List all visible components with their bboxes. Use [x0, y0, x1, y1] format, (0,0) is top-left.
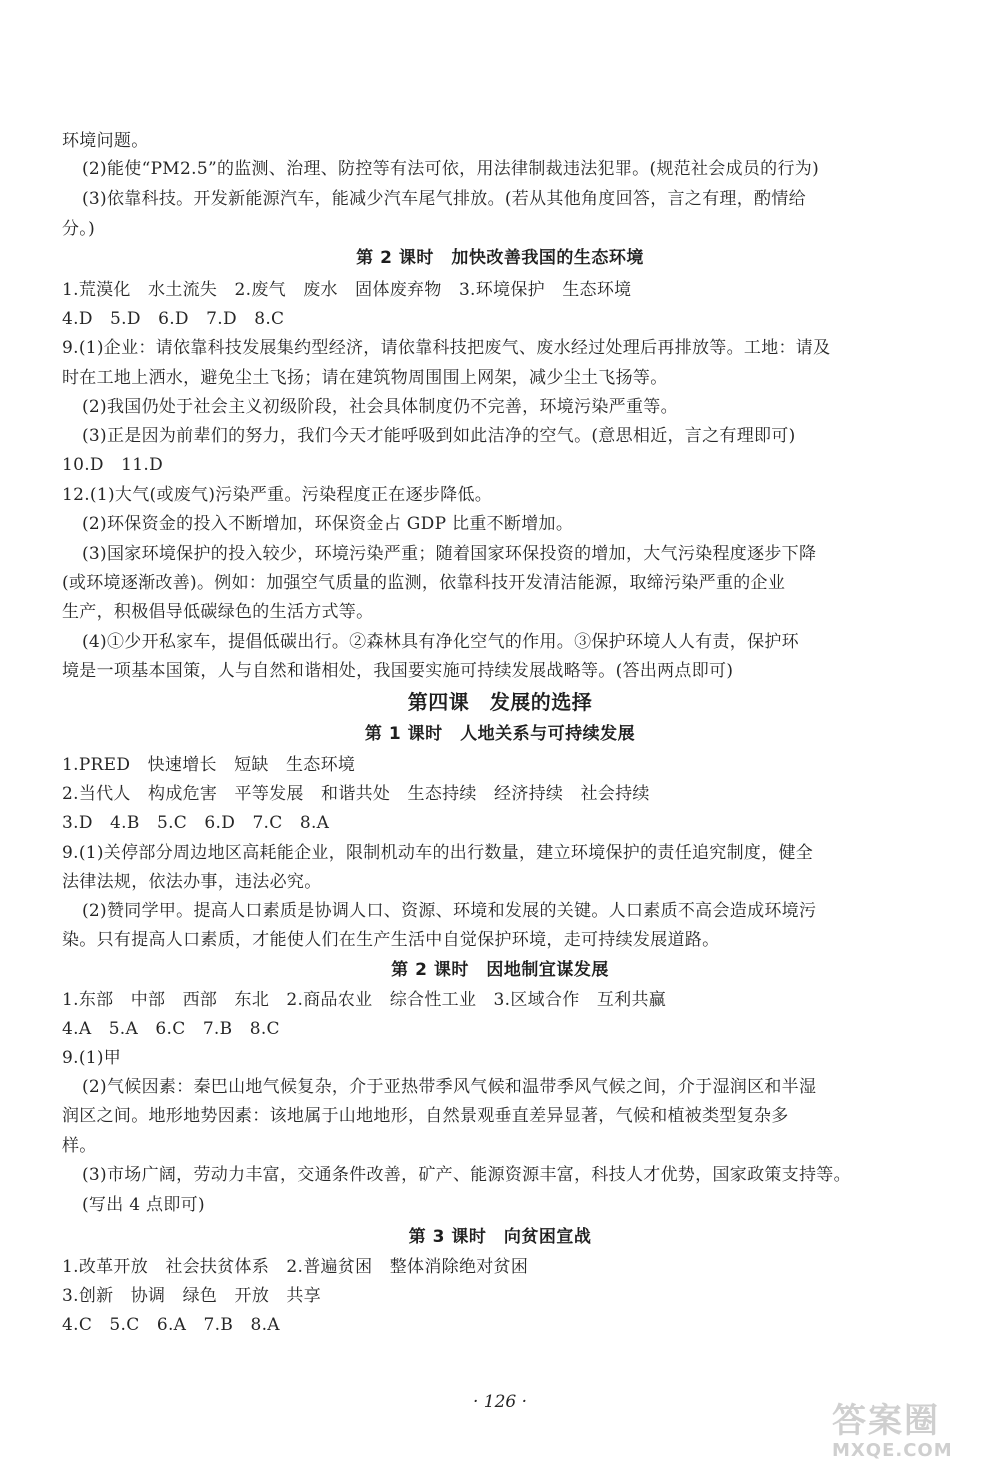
- text-line: 1.改革开放 社会扶贫体系 2.普遍贫困 整体消除绝对贫困: [62, 1257, 529, 1277]
- text-line: 2.当代人 构成危害 平等发展 和谐共处 生态持续 经济持续 社会持续: [62, 784, 650, 804]
- text-line: 时在工地上洒水，避免尘土飞扬；请在建筑物周围围上网架，减少尘土飞扬等。: [62, 368, 668, 388]
- section-heading: 第 2 课时 加快改善我国的生态环境: [356, 248, 644, 268]
- text-line: 1.东部 中部 西部 东北 2.商品农业 综合性工业 3.区域合作 互利共赢: [62, 990, 667, 1010]
- text-line: (3)国家环境保护的投入较少，环境污染严重；随着国家环保投资的增加，大气污染程度逐步下降: [82, 544, 817, 564]
- text-line: (或环境逐渐改善)。例如：加强空气质量的监测，依靠科技开发清洁能源，取缔污染严重的企业: [62, 573, 786, 593]
- text-line: 染。只有提高人口素质，才能使人们在生产生活中自觉保护环境，走可持续发展道路。: [62, 930, 720, 950]
- text-line: 9.(1)甲: [62, 1048, 122, 1068]
- text-line: 10.D 11.D: [62, 455, 164, 475]
- text-line: (3)市场广阔，劳动力丰富，交通条件改善，矿产、能源资源丰富，科技人才优势，国家政策支持等。: [82, 1165, 851, 1185]
- text-line: 环境问题。: [62, 131, 149, 151]
- text-line: (2)赞同学甲。提高人口素质是协调人口、资源、环境和发展的关键。人口素质不高会造成环境污: [82, 901, 817, 921]
- text-line: 9.(1)关停部分周边地区高耗能企业，限制机动车的出行数量，建立环境保护的责任追究制度，健全: [62, 843, 814, 863]
- text-line: 1.荒漠化 水土流失 2.废气 废水 固体废弃物 3.环境保护 生态环境: [62, 280, 632, 300]
- section-heading: 第 1 课时 人地关系与可持续发展: [364, 724, 636, 744]
- watermark-logo: 答案圈 MXQE.COM: [832, 1401, 953, 1461]
- text-line: (3)依靠科技。开发新能源汽车，能减少汽车尾气排放。(若从其他角度回答，言之有理，酌情给: [82, 189, 806, 209]
- text-line: (2)我国仍处于社会主义初级阶段，社会具体制度仍不完善，环境污染严重等。: [82, 397, 678, 417]
- text-line: 润区之间。地形地势因素：该地属于山地地形，自然景观垂直差异显著，气候和植被类型复杂多: [62, 1106, 789, 1126]
- text-line: 12.(1)大气(或废气)污染严重。污染程度正在逐步降低。: [62, 485, 493, 505]
- text-line: (3)正是因为前辈们的努力，我们今天才能呼吸到如此洁净的空气。(意思相近，言之有理即可): [82, 426, 796, 446]
- text-line: 1.PRED 快速增长 短缺 生态环境: [62, 755, 356, 775]
- text-line: (4)①少开私家车，提倡低碳出行。②森林具有净化空气的作用。③保护环境人人有责，保护环: [82, 632, 799, 652]
- text-line: 9.(1)企业：请依靠科技发展集约型经济，请依靠科技把废气、废水经过处理后再排放等。工地：请及: [62, 338, 831, 358]
- page-number: · 126 ·: [472, 1392, 528, 1412]
- text-line: (2)能使“PM2.5”的监测、治理、防控等有法可依，用法律制裁违法犯罪。(规范社会成员的行为): [82, 159, 820, 179]
- text-line: 4.C 5.C 6.A 7.B 8.A: [62, 1315, 280, 1335]
- text-line: 4.D 5.D 6.D 7.D 8.C: [62, 309, 285, 329]
- text-line: (2)气候因素：秦巴山地气候复杂，介于亚热带季风气候和温带季风气候之间，介于湿润区和半湿: [82, 1077, 817, 1097]
- section-heading: 第 2 课时 因地制宜谋发展: [391, 960, 609, 980]
- text-line: 样。: [62, 1136, 97, 1156]
- text-line: 生产，积极倡导低碳绿色的生活方式等。: [62, 602, 374, 622]
- text-line: (写出 4 点即可): [82, 1195, 205, 1215]
- text-line: (2)环保资金的投入不断增加，环保资金占 GDP 比重不断增加。: [82, 514, 574, 534]
- text-line: 4.A 5.A 6.C 7.B 8.C: [62, 1019, 280, 1039]
- text-line: 分。): [62, 219, 96, 239]
- section-heading: 第 3 课时 向贫困宣战: [408, 1227, 592, 1247]
- text-line: 法律法规，依法办事，违法必究。: [62, 872, 322, 892]
- lesson-heading: 第四课 发展的选择: [407, 690, 593, 714]
- text-line: 3.D 4.B 5.C 6.D 7.C 8.A: [62, 813, 330, 833]
- text-line: 境是一项基本国策，人与自然和谐相处，我国要实施可持续发展战略等。(答出两点即可): [62, 661, 734, 681]
- text-line: 3.创新 协调 绿色 开放 共享: [62, 1286, 322, 1306]
